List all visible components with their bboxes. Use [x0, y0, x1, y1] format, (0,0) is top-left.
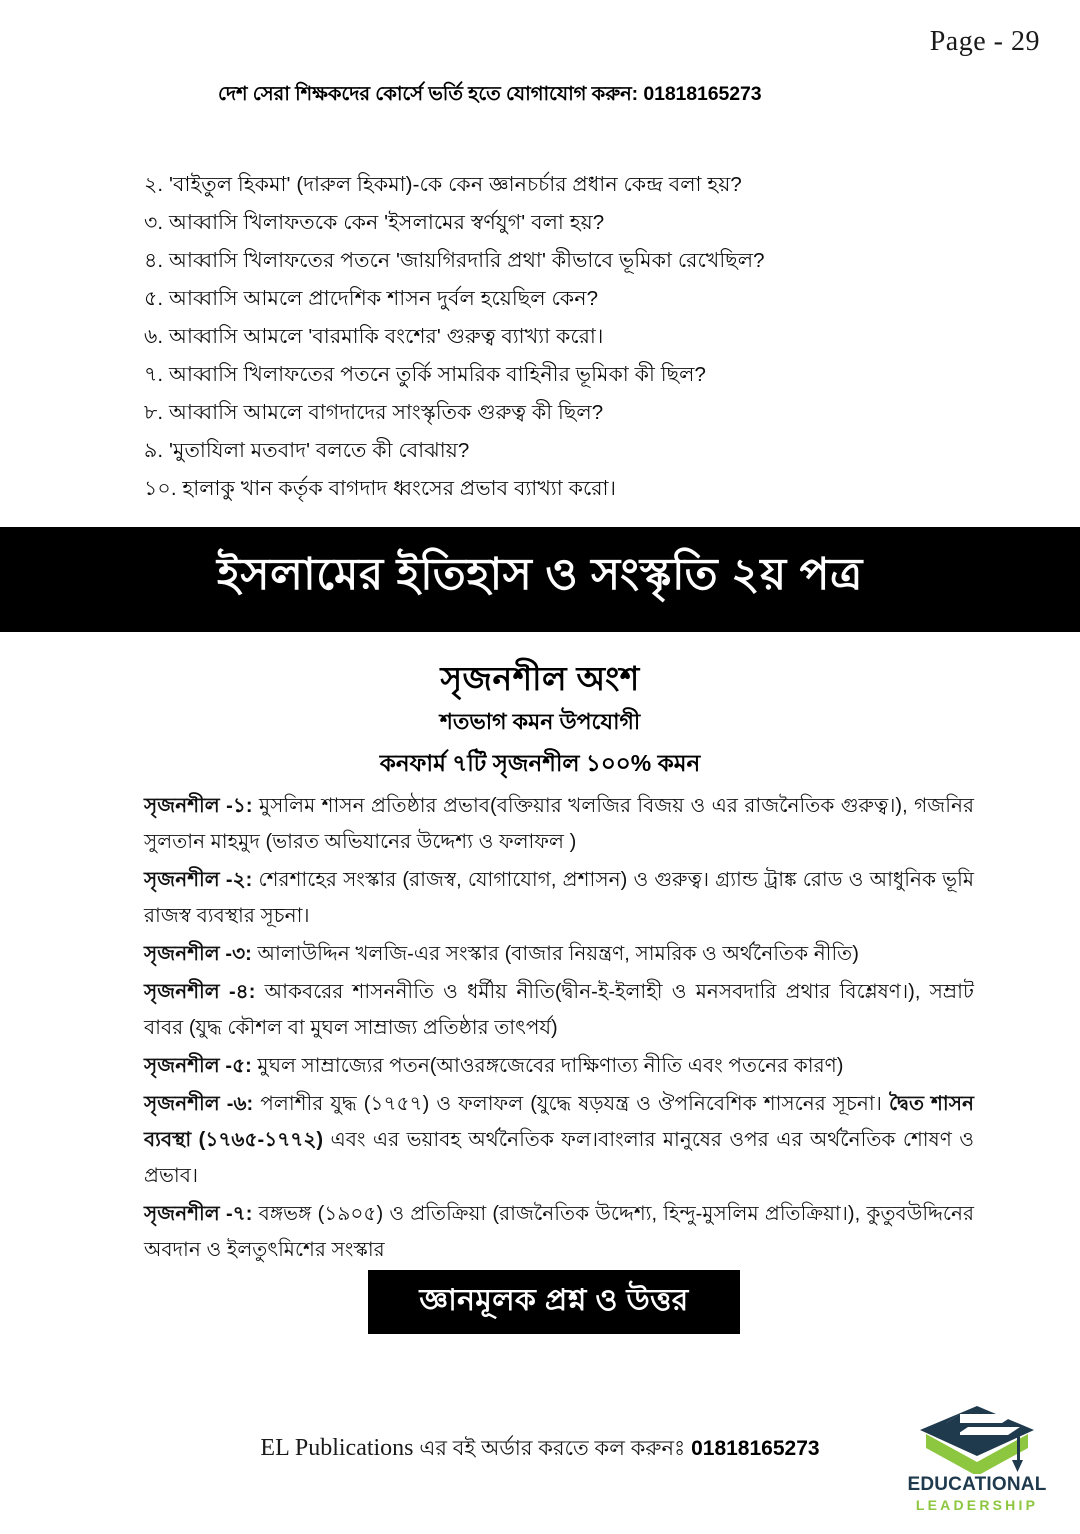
creative-item-body-continued: এবং এর ভয়াবহ অর্থনৈতিক ফল।বাংলার মানুষের ওপর এর অর্থনৈতিক শোষণ ও প্রভাব। — [144, 1129, 975, 1187]
creative-item-label: সৃজনশীল -৭: — [144, 1203, 253, 1225]
promo-contact-line: দেশ সেরা শিক্ষকদের কোর্সে ভর্তি হতে যোগাযোগ করুন: 01818165273 — [218, 83, 762, 105]
question-item: ৯. 'মুতাযিলা মতবাদ' বলতে কী বোঝায়? — [144, 439, 470, 462]
question-list — [144, 166, 984, 508]
creative-item — [144, 1196, 974, 1268]
creative-item — [144, 862, 974, 934]
creative-item — [144, 1048, 974, 1084]
footer-text: এর বই অর্ডার করতে কল করুনঃ — [413, 1437, 692, 1460]
section-subheading-confirm: কনফার্ম ৭টি সৃজনশীল ১০০% কমন — [379, 750, 701, 776]
creative-item-emphasis: দ্বৈত শাসন ব্যবস্থা (১৭৬৫-১৭৭২) — [144, 1093, 974, 1151]
question-item: ৩. আব্বাসি খিলাফতকে কেন 'ইসলামের স্বর্ণযুগ' বলা হয়? — [144, 211, 605, 234]
creative-item-body: পলাশীর যুদ্ধ (১৭৫৭) ও ফলাফল (যুদ্ধে ষড়যন্ত্র ও ঔপনিবেশিক শাসনের সূচনা। — [253, 1093, 889, 1115]
creative-item — [144, 1086, 974, 1194]
creative-item-label: সৃজনশীল -৬: — [144, 1093, 254, 1115]
section-subheading-coverage: শতভাগ কমন উপযোগী — [439, 709, 641, 734]
creative-items-list — [144, 788, 974, 1270]
creative-item-body: মুসলিম শাসন প্রতিষ্ঠার প্রভাব(বক্তিয়ার খলজির বিজয় ও এর রাজনৈতিক গুরুত্ব।), গজনির সুলতান মাহমুদ (ভারত অভিযানের উদ্দেশ্য ও ফলাফল ) — [144, 795, 975, 853]
creative-item-label: সৃজনশীল -৪: — [144, 981, 256, 1003]
footer-phone: 01818165273 — [691, 1437, 820, 1460]
educational-leadership-logo — [888, 1404, 1066, 1522]
subject-banner-title: ইসলামের ইতিহাস ও সংস্কৃতি ২য় পত্র — [217, 550, 863, 599]
subject-banner — [0, 527, 1080, 632]
creative-item-body: আকবরের শাসননীতি ও ধর্মীয় নীতি(দ্বীন-ই-ইলাহী ও মনসবদারি প্রথার বিশ্লেষণ।), সম্রাট বাবর (যুদ্ধ কৌশল বা মুঘল সাম্রাজ্য প্রতিষ্ঠার তাৎপর্য) — [144, 981, 974, 1039]
creative-item-body: বঙ্গভঙ্গ (১৯০৫) ও প্রতিক্রিয়া (রাজনৈতিক উদ্দেশ্য, হিন্দু-মুসলিম প্রতিক্রিয়া।), কুতুবউদ্দিনের অবদান ও ইলতুৎমিশের সংস্কার — [144, 1203, 974, 1261]
creative-item-body: আলাউদ্দিন খলজি-এর সংস্কার (বাজার নিয়ন্ত্রণ, সামরিক ও অর্থনৈতিক নীতি) — [251, 943, 859, 965]
question-item: ২. 'বাইতুল হিকমা' (দারুল হিকমা)-কে কেন জ্ঞানচর্চার প্রধান কেন্দ্র বলা হয়? — [144, 173, 742, 196]
creative-item-body: মুঘল সাম্রাজ্যের পতন(আওরঙ্গজেবের দাক্ষিণাত্য নীতি এবং পতনের কারণ) — [251, 1055, 844, 1077]
creative-item — [144, 936, 974, 972]
logo-name: EDUCATIONAL — [907, 1474, 1047, 1495]
page-number: Page - 29 — [929, 26, 1040, 57]
question-item: ৫. আব্বাসি আমলে প্রাদেশিক শাসন দুর্বল হয়েছিল কেন? — [144, 287, 599, 310]
question-item: ৮. আব্বাসি আমলে বাগদাদের সাংস্কৃতিক গুরুত্ব কী ছিল? — [144, 401, 604, 424]
knowledge-questions-banner — [368, 1270, 740, 1334]
creative-item — [144, 788, 974, 860]
creative-item-label: সৃজনশীল -৩: — [144, 943, 252, 965]
question-item: ৬. আব্বাসি আমলে 'বারমাকি বংশের' গুরুত্ব ব্যাখ্যা করো। — [144, 325, 604, 348]
knowledge-questions-banner-title: জ্ঞানমূলক প্রশ্ন ও উত্তর — [419, 1283, 689, 1317]
logo-subname: LEADERSHIP — [915, 1497, 1039, 1513]
creative-item-label: সৃজনশীল -২: — [144, 869, 253, 891]
question-item: ৭. আব্বাসি খিলাফতের পতনে তুর্কি সামরিক বাহিনীর ভূমিকা কী ছিল? — [144, 363, 707, 386]
question-item: ৪. আব্বাসি খিলাফতের পতনে 'জায়গিরদারি প্রথা' কীভাবে ভূমিকা রেখেছিল? — [144, 249, 765, 272]
creative-item — [144, 974, 974, 1046]
question-item: ১০. হালাকু খান কর্তৃক বাগদাদ ধ্বংসের প্রভাব ব্যাখ্যা করো। — [144, 477, 617, 500]
creative-item-label: সৃজনশীল -৫: — [144, 1055, 252, 1077]
footer-brand: EL Publications — [260, 1435, 414, 1461]
section-heading: সৃজনশীল অংশ — [440, 660, 640, 697]
creative-item-body: শেরশাহের সংস্কার (রাজস্ব, যোগাযোগ, প্রশাসন) ও গুরুত্ব। গ্র্যান্ড ট্রাঙ্ক রোড ও আধুনিক ভূমি রাজস্ব ব্যবস্থার সূচনা। — [144, 869, 974, 927]
creative-item-label: সৃজনশীল -১: — [144, 795, 253, 817]
graduation-cap-logo-icon — [916, 1404, 1038, 1474]
